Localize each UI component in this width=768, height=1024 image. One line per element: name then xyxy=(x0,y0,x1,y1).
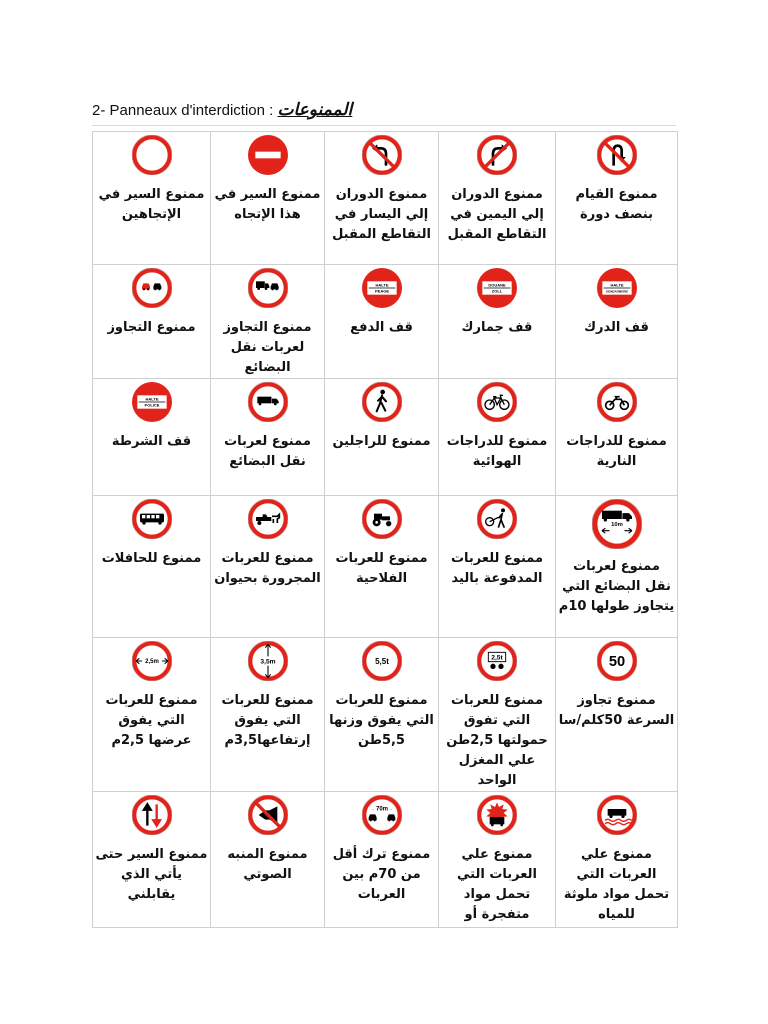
table-row xyxy=(93,496,678,638)
signs-table xyxy=(92,131,678,928)
sign-cell xyxy=(556,265,678,379)
sign-cell xyxy=(325,792,439,928)
svg-text:3,5m: 3,5m xyxy=(259,658,276,666)
sign-cell xyxy=(93,132,211,265)
no-tractors-icon xyxy=(327,496,436,545)
table-row xyxy=(93,792,678,928)
sign-cell xyxy=(556,132,678,265)
no-water-pollutants-icon xyxy=(558,792,675,841)
sign-label: ممنوع السير في الإتجاهين xyxy=(98,187,205,222)
sign-label: ممنوع المنبه الصوتي xyxy=(227,847,308,882)
sign-cell xyxy=(439,132,556,265)
sign-cell xyxy=(325,496,439,638)
svg-text:5,5t: 5,5t xyxy=(374,656,389,666)
section-heading xyxy=(92,98,676,126)
svg-text:HALTE: HALTE xyxy=(374,282,389,288)
sign-label: ممنوع للراجلين xyxy=(332,434,431,449)
no-left-turn-icon xyxy=(327,132,436,181)
sign-cell xyxy=(439,638,556,792)
svg-text:ZOLL: ZOLL xyxy=(491,288,503,294)
max-height-icon xyxy=(213,638,322,687)
no-long-vehicles-icon xyxy=(558,496,675,545)
max-width-icon xyxy=(95,638,208,687)
table-row xyxy=(93,638,678,792)
sign-label: ممنوع القيام بنصف دورة xyxy=(575,187,658,222)
sign-label: ممنوع للعربات التي يفوق عرضها 2,5م xyxy=(105,693,198,748)
no-overtaking-icon xyxy=(95,265,208,314)
sign-label: ممنوع الدوران إلي اليسار في التقاطع المقبل xyxy=(332,187,431,242)
no-animal-drawn-icon xyxy=(213,496,322,545)
max-weight-icon xyxy=(327,638,436,687)
svg-text:70m: 70m xyxy=(375,806,388,813)
no-overtaking-trucks-icon xyxy=(213,265,322,314)
sign-cell xyxy=(211,132,325,265)
sign-label: ممنوع للعربات التي يفوق وزنها 5,5طن xyxy=(329,693,434,748)
sign-label: ممنوع للعربات التي تفوق حمولتها 2,5طن علي المغزل الواحد xyxy=(446,693,548,788)
table-row xyxy=(93,265,678,379)
sign-cell xyxy=(211,496,325,638)
sign-cell xyxy=(556,792,678,928)
sign-label: ممنوع للعربات الفلاحية xyxy=(335,551,428,586)
sign-cell xyxy=(211,792,325,928)
sign-label: ممنوع علي العربات التي تحمل مواد ملوثة للمياه xyxy=(563,847,670,922)
sign-label: ممنوع للدراجات الهوائية xyxy=(446,434,548,469)
svg-text:2,5m: 2,5m xyxy=(144,659,159,666)
stop-toll-icon xyxy=(327,265,436,314)
sign-cell xyxy=(93,265,211,379)
sign-label: ممنوع لعربات نقل البضائع xyxy=(224,434,311,469)
no-horn-icon xyxy=(213,792,322,841)
no-entry-icon xyxy=(213,132,322,181)
sign-label: ممنوع السير حتى يأتي الذي يقابلني xyxy=(95,847,208,902)
sign-cell xyxy=(556,638,678,792)
sign-cell xyxy=(556,496,678,638)
svg-text:HALTE: HALTE xyxy=(609,282,624,288)
sign-cell xyxy=(93,792,211,928)
sign-label: ممنوع علي العربات التي تحمل مواد متفجرة أو xyxy=(457,847,537,922)
no-u-turn-icon xyxy=(558,132,675,181)
sign-cell xyxy=(439,379,556,496)
sign-label: قف الدرك xyxy=(584,320,649,335)
no-entry-both-directions-icon xyxy=(95,132,208,181)
sign-label: ممنوع للعربات المدفوعة باليد xyxy=(450,551,544,586)
sign-cell xyxy=(439,265,556,379)
sign-cell xyxy=(93,379,211,496)
svg-text:50: 50 xyxy=(608,654,625,671)
sign-label: ممنوع للعربات المجرورة بحيوان xyxy=(214,551,321,586)
min-distance-icon xyxy=(327,792,436,841)
no-motorcycles-icon xyxy=(558,379,675,428)
sign-label: ممنوع التجاوز لعربات نقل البضائع xyxy=(223,320,312,375)
svg-text:HALTE: HALTE xyxy=(144,396,159,402)
sign-label: ممنوع التجاوز xyxy=(107,320,196,335)
stop-police-icon xyxy=(95,379,208,428)
give-way-oncoming-icon xyxy=(95,792,208,841)
sign-label: ممنوع تجاوز السرعة 50كلم/سا xyxy=(558,693,675,728)
sign-label: قف الشرطة xyxy=(111,434,192,449)
no-explosives-icon xyxy=(441,792,553,841)
no-handcarts-icon xyxy=(441,496,553,545)
sign-cell xyxy=(325,132,439,265)
table-row xyxy=(93,132,678,265)
sign-label: ممنوع لعربات نقل البضائع التي يتجاوز طولها 10م xyxy=(558,559,675,614)
stop-gendarmerie-icon xyxy=(558,265,675,314)
sign-cell xyxy=(211,379,325,496)
sign-cell xyxy=(439,496,556,638)
sign-cell xyxy=(325,638,439,792)
no-buses-icon xyxy=(95,496,208,545)
stop-customs-icon xyxy=(441,265,553,314)
sign-cell xyxy=(211,265,325,379)
sign-cell xyxy=(211,638,325,792)
section-heading-arabic: الممنوعات xyxy=(277,100,353,120)
sign-label: قف جمارك xyxy=(461,320,533,335)
sign-cell xyxy=(93,496,211,638)
svg-text:DOUANE: DOUANE xyxy=(488,282,506,288)
section-heading-prefix: 2- Panneaux d'interdiction : xyxy=(92,102,278,119)
sign-cell xyxy=(325,265,439,379)
max-axle-load-icon xyxy=(441,638,553,687)
sign-label: ممنوع للعربات التي يفوق إرتفاعها3,5م xyxy=(221,693,314,748)
table-row xyxy=(93,379,678,496)
svg-text:PEAGE: PEAGE xyxy=(374,288,389,294)
sign-label: ممنوع السير في هذا الإتجاه xyxy=(214,187,321,222)
sign-label: ممنوع ترك أقل من 70م بين العربات xyxy=(332,847,431,902)
no-trucks-icon xyxy=(213,379,322,428)
no-right-turn-icon xyxy=(441,132,553,181)
sign-label: ممنوع الدوران إلي اليمين في التقاطع المقبل xyxy=(447,187,547,242)
speed-limit-icon xyxy=(558,638,675,687)
sign-label: ممنوع للحافلات xyxy=(101,551,202,566)
sign-cell xyxy=(93,638,211,792)
svg-text:POLICE: POLICE xyxy=(144,402,159,408)
svg-text:GENDARMERIE: GENDARMERIE xyxy=(605,289,628,294)
svg-text:2,5t: 2,5t xyxy=(491,654,503,662)
sign-label: قف الدفع xyxy=(350,320,413,335)
sign-cell xyxy=(556,379,678,496)
sign-label: ممنوع للدراجات النارية xyxy=(566,434,667,469)
no-pedestrians-icon xyxy=(327,379,436,428)
sign-cell xyxy=(325,379,439,496)
no-bicycles-icon xyxy=(441,379,553,428)
svg-text:10m: 10m xyxy=(610,522,623,529)
sign-cell xyxy=(439,792,556,928)
